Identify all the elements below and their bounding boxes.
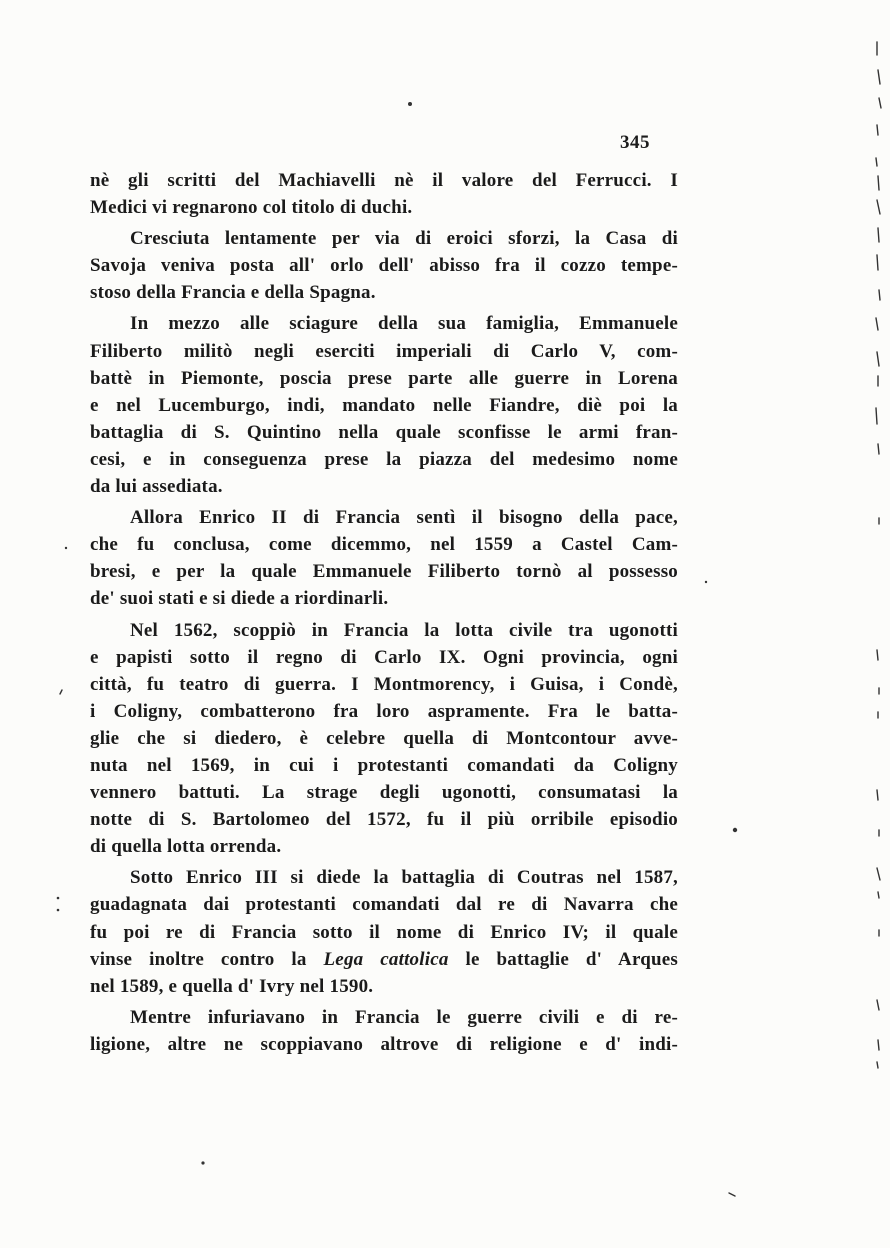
page-number: 345	[620, 132, 650, 153]
paragraph	[90, 225, 678, 306]
text-line: e nel Lucemburgo, indi, mandato nelle Fiandre, diè poi la	[90, 394, 678, 416]
text-line: In mezzo alle sciagure della sua famiglia, Emmanuele	[130, 313, 678, 335]
paragraph	[90, 504, 678, 612]
text-line: fu poi re di Francia sotto il nome di Enrico IV; il quale	[90, 921, 678, 943]
paragraph	[90, 310, 678, 500]
text-line: Medici vi regnarono col titolo di duchi.	[90, 197, 413, 219]
paragraph	[90, 167, 678, 221]
text-line: vennero battuti. La strage degli ugonotti, consumatasi la	[90, 782, 678, 804]
text-line: notte di S. Bartolomeo del 1572, fu il più orribile episodio	[90, 809, 678, 831]
text-line: Nel 1562, scoppiò in Francia la lotta civile tra ugonotti	[130, 619, 678, 641]
text-line: battaglia di S. Quintino nella quale sconfisse le armi fran-	[90, 421, 678, 443]
text-line: di quella lotta orrenda.	[90, 836, 282, 858]
text-line: Allora Enrico II di Francia sentì il bisogno della pace,	[130, 507, 678, 529]
text-line: battè in Piemonte, poscia prese parte alle guerre in Lorena	[90, 367, 678, 389]
text-line: nuta nel 1569, in cui i protestanti comandati da Coligny	[90, 754, 678, 776]
text-line: Savoja veniva posta all' orlo dell' abisso fra il cozzo tempe-	[90, 255, 678, 277]
text-line: i Coligny, combatterono fra loro aspramente. Fra le batta-	[90, 700, 678, 722]
text-line: Filiberto militò negli eserciti imperiali di Carlo V, com-	[90, 340, 678, 362]
text-line: da lui assediata.	[90, 476, 223, 498]
text-line: glie che si diedero, è celebre quella di Montcontour avve-	[90, 727, 678, 749]
text-line: Mentre infuriavano in Francia le guerre civili e di re-	[130, 1006, 678, 1028]
body-text	[90, 167, 678, 1058]
text-line-with-italic	[90, 946, 678, 973]
italic-title: Lega cattolica	[323, 948, 449, 970]
text-segment: le battaglie d' Arques	[448, 948, 678, 970]
text-line: Sotto Enrico III si diede la battaglia di Coutras nel 1587,	[130, 867, 678, 889]
text-line: che fu conclusa, come dicemmo, nel 1559 a Castel Cam-	[90, 534, 678, 556]
text-line: de' suoi stati e si diede a riordinarli.	[90, 588, 389, 610]
text-line: bresi, e per la quale Emmanuele Filiberto tornò al possesso	[90, 561, 678, 583]
paragraph	[90, 617, 678, 861]
text-line: città, fu teatro di guerra. I Montmorency, i Guisa, i Condè,	[90, 673, 678, 695]
text-line: ligione, altre ne scoppiavano altrove di religione e d' indi-	[90, 1033, 678, 1055]
text-line: nel 1589, e quella d' Ivry nel 1590.	[90, 975, 374, 997]
text-line: cesi, e in conseguenza prese la piazza del medesimo nome	[90, 448, 678, 470]
text-line: nè gli scritti del Machiavelli nè il valore del Ferrucci. I	[90, 170, 678, 191]
text-segment: vinse inoltre contro la	[90, 948, 324, 970]
paragraph	[90, 864, 678, 999]
text-line: stoso della Francia e della Spagna.	[90, 282, 376, 304]
text-line: Cresciuta lentamente per via di eroici sforzi, la Casa di	[130, 228, 678, 250]
text-line: e papisti sotto il regno di Carlo IX. Ogni provincia, ogni	[90, 646, 678, 668]
text-line: guadagnata dai protestanti comandati dal re di Navarra che	[90, 894, 678, 916]
paragraph	[90, 1004, 678, 1058]
